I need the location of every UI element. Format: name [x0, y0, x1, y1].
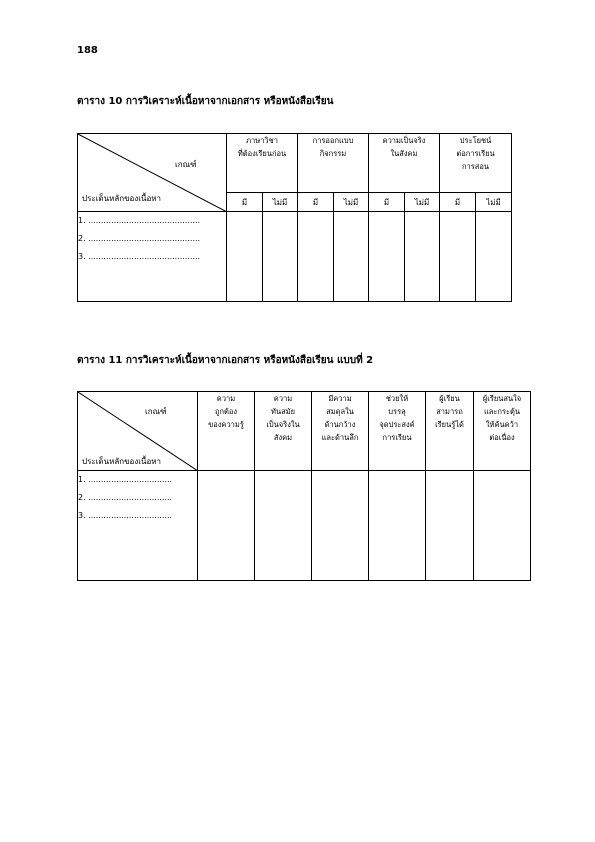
table10-items: [78, 212, 227, 302]
criteria-label: เกณฑ์: [175, 160, 197, 169]
table-cell: [426, 471, 474, 581]
table11-col-6-header: ผู้เรียนสนใจ และกระตุ้น ให้ค้นคว้า ต่อเนื่อง: [474, 392, 531, 471]
table10-col-2-header: การออกแบบ กิจกรรม: [298, 134, 369, 193]
table11-col-5-header: ผู้เรียน สามารถ เรียนรู้ได้: [426, 392, 474, 471]
table-cell: [263, 212, 298, 302]
table-cell: [298, 212, 334, 302]
table11-col-3-header: มีความ สมดุลใน ด้านกว้าง และด้านลึก: [312, 392, 369, 471]
table10-col-3-header: ความเป็นจริง ในสังคม: [369, 134, 440, 193]
table-cell: [198, 471, 255, 581]
table10-header-corner: [78, 134, 227, 212]
yes-cell: มี: [369, 193, 405, 212]
table-cell: [312, 471, 369, 581]
no-cell: ไม่มี: [405, 193, 440, 212]
no-cell: ไม่มี: [334, 193, 369, 212]
list-item: 2. ............................................: [78, 234, 201, 243]
table10-caption: ตาราง 10 การวิเคราะห์เนื้อหาจากเอกสาร หรือหนังสือเรียน: [77, 96, 334, 107]
criteria-label: เกณฑ์: [145, 407, 167, 416]
table10-col-4-header: ประโยชน์ ต่อการเรียน การสอน: [440, 134, 512, 193]
table-cell: [255, 471, 312, 581]
yes-cell: มี: [298, 193, 334, 212]
issue-label: ประเด็นหลักของเนื้อหา: [82, 194, 162, 203]
list-item: 1. .................................: [78, 475, 173, 484]
no-cell: ไม่มี: [476, 193, 512, 212]
table11: [77, 391, 531, 581]
table11-col-4-header: ช่วยให้ บรรลุ จุดประสงค์ การเรียน: [369, 392, 426, 471]
table-cell: [474, 471, 531, 581]
no-cell: ไม่มี: [263, 193, 298, 212]
table-cell: [440, 212, 476, 302]
page-number: 188: [77, 45, 98, 56]
list-item: 1. ............................................: [78, 216, 201, 225]
list-item: 2. .................................: [78, 493, 173, 502]
list-item: 3. ............................................: [78, 252, 201, 261]
table-cell: [334, 212, 369, 302]
table11-header-corner: [78, 392, 198, 471]
table-cell: [369, 212, 405, 302]
table11-col-2-header: ความ ทันสมัย เป็นจริงใน สังคม: [255, 392, 312, 471]
table-cell: [405, 212, 440, 302]
table-cell: [369, 471, 426, 581]
issue-label: ประเด็นหลักของเนื้อหา: [82, 457, 162, 466]
list-item: 3. .................................: [78, 511, 173, 520]
table10: [77, 133, 512, 302]
table11-caption: ตาราง 11 การวิเคราะห์เนื้อหาจากเอกสาร หรือหนังสือเรียน แบบที่ 2: [77, 355, 374, 366]
table10-col-1-header: ภาษาวิชา ที่ต้องเรียนก่อน: [227, 134, 298, 193]
table11-col-1-header: ความ ถูกต้อง ของความรู้: [198, 392, 255, 471]
table11-items: [78, 471, 198, 581]
yes-cell: มี: [227, 193, 263, 212]
yes-cell: มี: [440, 193, 476, 212]
table-cell: [476, 212, 512, 302]
table-cell: [227, 212, 263, 302]
